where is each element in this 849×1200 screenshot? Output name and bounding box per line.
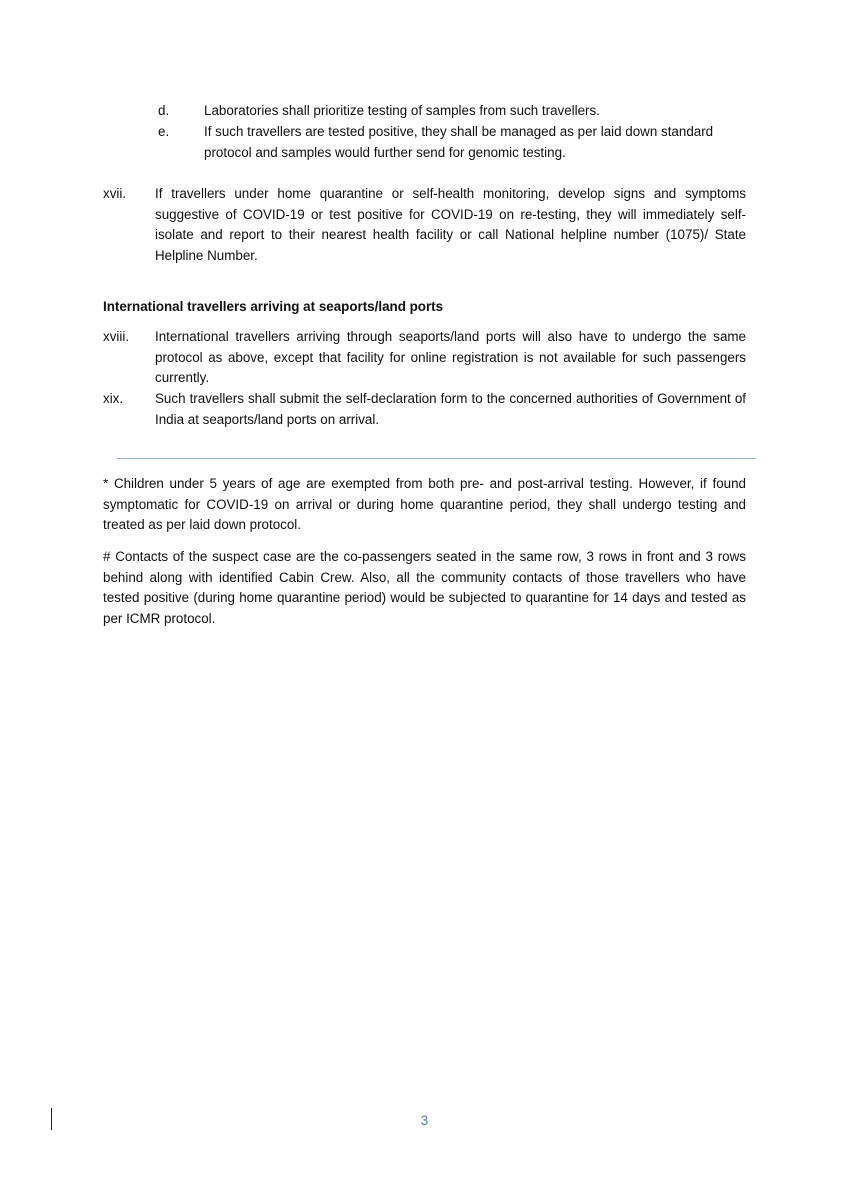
list-item-text: International travellers arriving through seaports/land ports will also have to undergo the same protocol as above, except that facility for online registration is not available for such passengers currently. (155, 329, 746, 385)
list-item-text: Laboratories shall prioritize testing of samples from such travellers. (204, 103, 600, 118)
list-item-e (158, 122, 748, 163)
page-number: 3 (420, 1113, 429, 1128)
list-marker: xix. (103, 391, 124, 406)
list-item-xix (103, 389, 746, 430)
list-item-text: Such travellers shall submit the self-declaration form to the concerned authorities of Government of India at seaports/land ports on arrival. (155, 391, 746, 427)
list-item-xviii (103, 327, 746, 389)
list-item-xvii (103, 184, 746, 266)
list-item-text: If such travellers are tested positive, they shall be managed as per laid down standard protocol and samples would further send for genomic testing. (204, 124, 714, 160)
section-heading: International travellers arriving at seaports/land ports (103, 299, 444, 314)
list-marker: xviii. (103, 329, 130, 344)
list-marker: d. (158, 103, 170, 118)
list-marker: e. (158, 124, 170, 139)
list-item-d (158, 101, 748, 122)
list-item-text: If travellers under home quarantine or self-health monitoring, develop signs and symptoms suggestive of COVID-19 or test positive for COVID-19 on re-testing, they will immediately self-isolate and report to their nearest health facility or call National helpline number (1075)/ State Helpline Number. (155, 186, 746, 263)
footnote-contacts: # Contacts of the suspect case are the co-passengers seated in the same row, 3 rows in front and 3 rows behind along with identified Cabin Crew. Also, all the community contacts of those travellers who have tested positive (during home quarantine period) would be subjected to quarantine for 14 days and tested as per ICMR protocol. (103, 549, 746, 626)
footnote-children: * Children under 5 years of age are exempted from both pre- and post-arrival testing. However, if found symptomatic for COVID-19 on arrival or during home quarantine period, they shall undergo testing and treated as per laid down protocol. (103, 476, 746, 532)
list-marker: xvii. (103, 186, 127, 201)
footnote-divider (117, 458, 756, 459)
